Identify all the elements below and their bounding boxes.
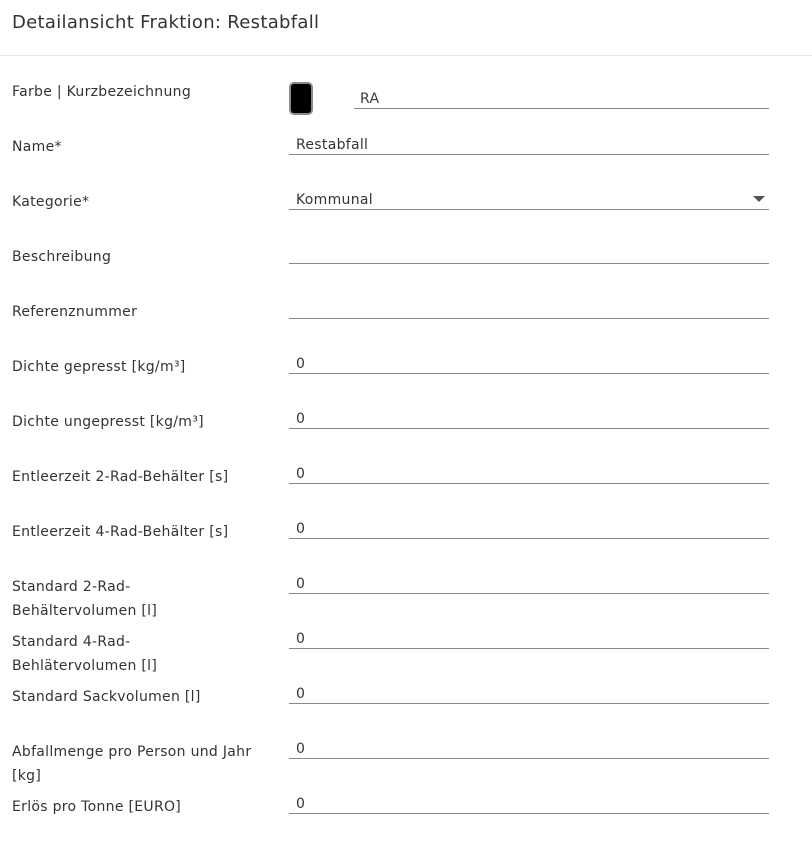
- empty-time-2wheel-field[interactable]: [289, 459, 769, 484]
- short-code-field[interactable]: [354, 84, 769, 109]
- category-select[interactable]: [289, 185, 769, 210]
- category-label: Kategorie*: [12, 194, 90, 210]
- std-bag-volume-field[interactable]: [289, 679, 769, 704]
- waste-per-person-label: Abfallmenge pro Person und Jahr [kg]: [12, 744, 252, 784]
- waste-per-person-value: 0: [296, 741, 306, 757]
- density-pressed-value: 0: [296, 356, 306, 372]
- name-label: Name*: [12, 139, 62, 155]
- std-4wheel-volume-field[interactable]: [289, 624, 769, 649]
- density-unpressed-value: 0: [296, 411, 306, 427]
- revenue-per-ton-label: Erlös pro Tonne [EURO]: [12, 799, 182, 815]
- empty-time-2wheel-label: Entleerzeit 2-Rad-Behälter [s]: [12, 469, 229, 485]
- color-swatch[interactable]: [289, 82, 313, 115]
- empty-time-4wheel-label: Entleerzeit 4-Rad-Behälter [s]: [12, 524, 229, 540]
- page-header: [0, 0, 812, 56]
- color-label: Farbe | Kurzbezeichnung: [12, 84, 192, 100]
- std-4wheel-volume-value: 0: [296, 631, 306, 647]
- description-label: Beschreibung: [12, 249, 112, 265]
- std-bag-volume-value: 0: [296, 686, 306, 702]
- revenue-per-ton-value: 0: [296, 796, 306, 812]
- name-field[interactable]: [289, 130, 769, 155]
- description-field[interactable]: [289, 239, 769, 264]
- density-unpressed-field[interactable]: [289, 404, 769, 429]
- empty-time-4wheel-field[interactable]: [289, 514, 769, 539]
- name-value: Restabfall: [296, 137, 369, 153]
- std-2wheel-volume-label: Standard 2-Rad-Behältervolumen [l]: [12, 579, 158, 619]
- std-bag-volume-label: Standard Sackvolumen [l]: [12, 689, 201, 705]
- chevron-down-icon[interactable]: [753, 196, 765, 202]
- category-value: Kommunal: [296, 192, 373, 208]
- density-pressed-label: Dichte gepresst [kg/m³]: [12, 359, 186, 375]
- waste-per-person-field[interactable]: [289, 734, 769, 759]
- revenue-per-ton-field[interactable]: [289, 789, 769, 814]
- empty-time-2wheel-value: 0: [296, 466, 306, 482]
- std-2wheel-volume-value: 0: [296, 576, 306, 592]
- std-2wheel-volume-field[interactable]: [289, 569, 769, 594]
- page-title: Detailansicht Fraktion: Restabfall: [12, 12, 320, 33]
- std-4wheel-volume-label: Standard 4-Rad-Behlätervolumen [l]: [12, 634, 158, 674]
- short-code-value: RA: [360, 91, 380, 107]
- density-pressed-field[interactable]: [289, 349, 769, 374]
- reference-field[interactable]: [289, 294, 769, 319]
- density-unpressed-label: Dichte ungepresst [kg/m³]: [12, 414, 204, 430]
- reference-label: Referenznummer: [12, 304, 138, 320]
- empty-time-4wheel-value: 0: [296, 521, 306, 537]
